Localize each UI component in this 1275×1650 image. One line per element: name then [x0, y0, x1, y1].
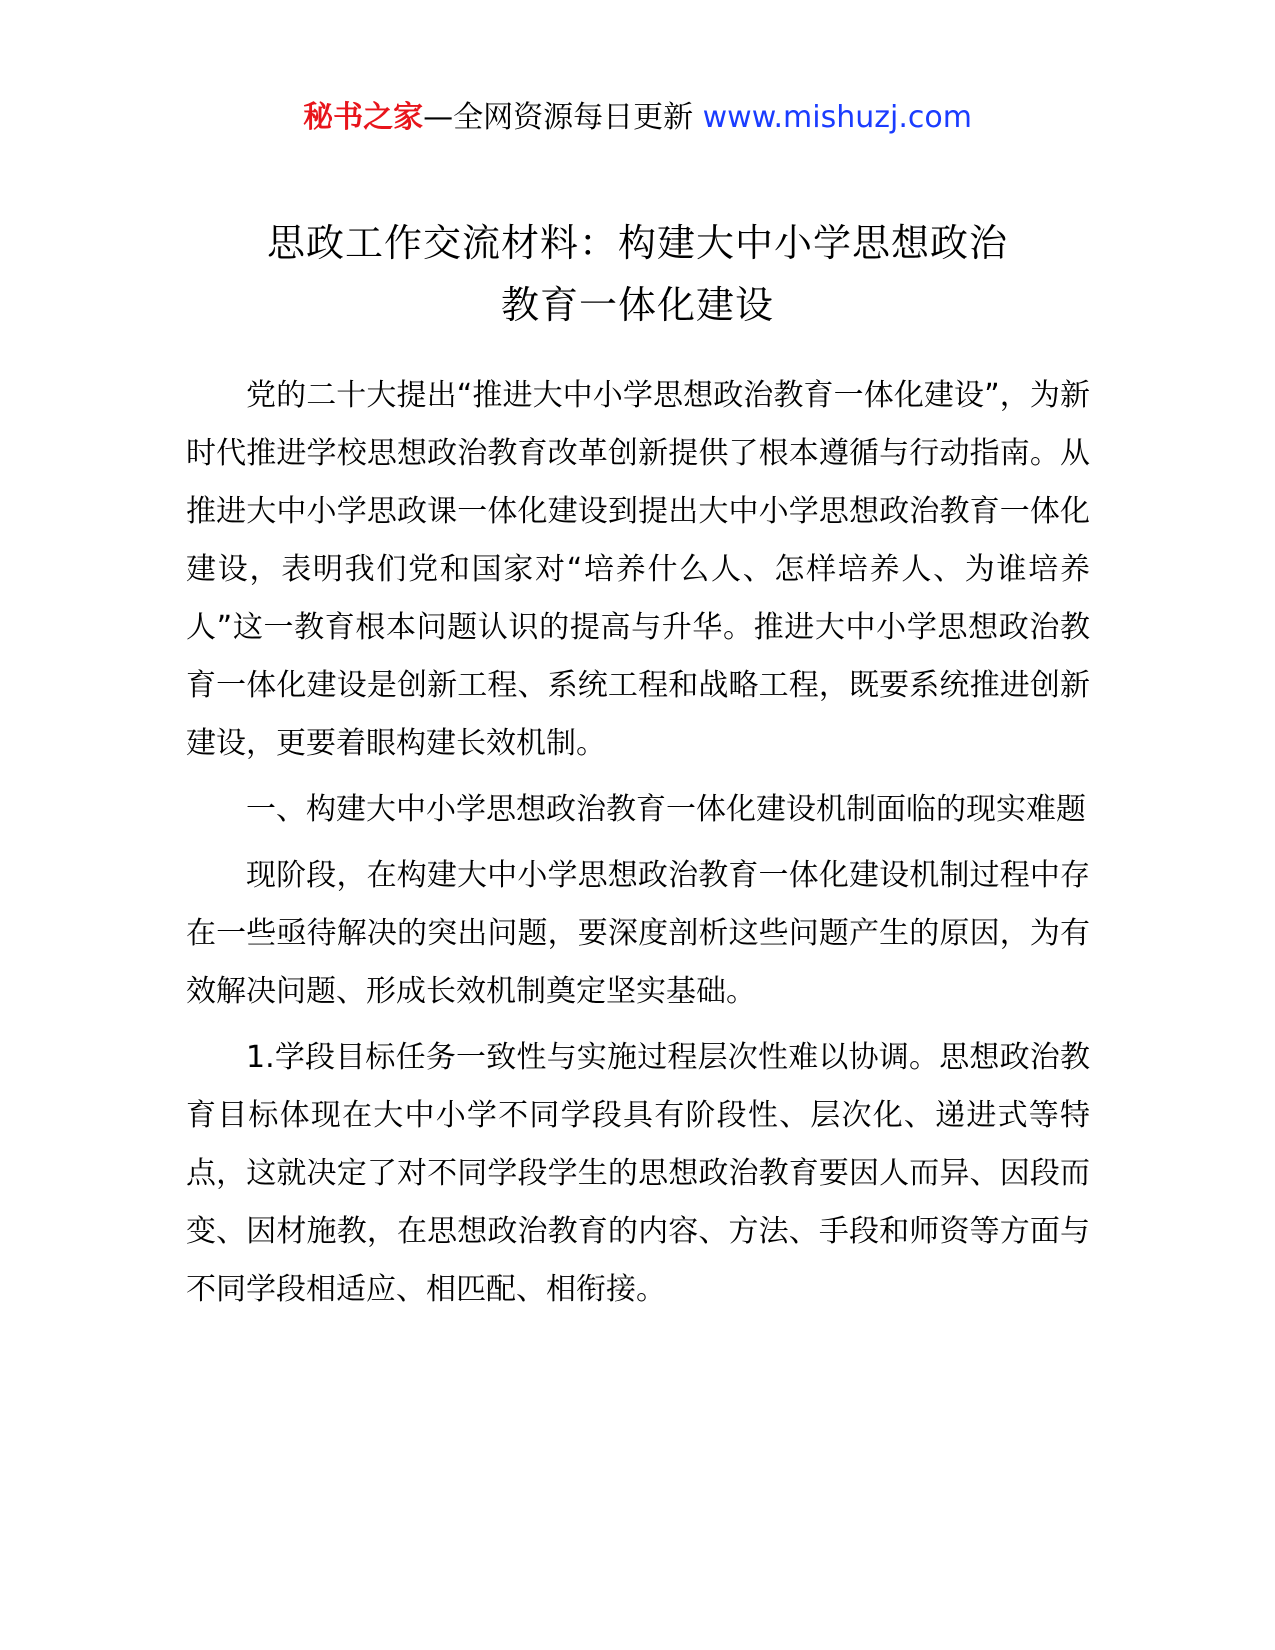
site-url-link[interactable]: www.mishuzj.com [702, 100, 972, 135]
banner-tagline: —全网资源每日更新 [423, 100, 703, 135]
point-1-paragraph: 1.学段目标任务一致性与实施过程层次性难以协调。思想政治教育目标体现在大中小学不同学段具有阶段性、层次化、递进式等特点，这就决定了对不同学段学生的思想政治教育要因人而异、因段而变、因材施教，在思想政治教育的内容、方法、手段和师资等方面与不同学段相适应、相匹配、相衔接。 [186, 1040, 1090, 1307]
intro-paragraph: 党的二十大提出“推进大中小学思想政治教育一体化建设”，为新时代推进学校思想政治教育改革创新提供了根本遵循与行动指南。从推进大中小学思政课一体化建设到提出大中小学思想政治教育一体化建设，表明我们党和国家对“培养什么人、怎样培养人、为谁培养人”这一教育根本问题认识的提高与升华。推进大中小学思想政治教育一体化建设是创新工程、系统工程和战略工程，既要系统推进创新建设，更要着眼构建长效机制。 [186, 378, 1090, 761]
site-banner [0, 96, 1275, 140]
title-line-1: 思政工作交流材料：构建大中小学思想政治 [266, 221, 1008, 265]
section-intro-paragraph: 现阶段，在构建大中小学思想政治教育一体化建设机制过程中存在一些亟待解决的突出问题，要深度剖析这些问题产生的原因，为有效解决问题、形成长效机制奠定坚实基础。 [186, 858, 1090, 1009]
section-heading-1: 一、构建大中小学思想政治教育一体化建设机制面临的现实难题 [246, 792, 1086, 827]
document-body [186, 367, 1090, 1319]
document-title [150, 212, 1125, 336]
title-line-2: 教育一体化建设 [500, 283, 774, 327]
brand-name: 秘书之家 [303, 100, 424, 135]
